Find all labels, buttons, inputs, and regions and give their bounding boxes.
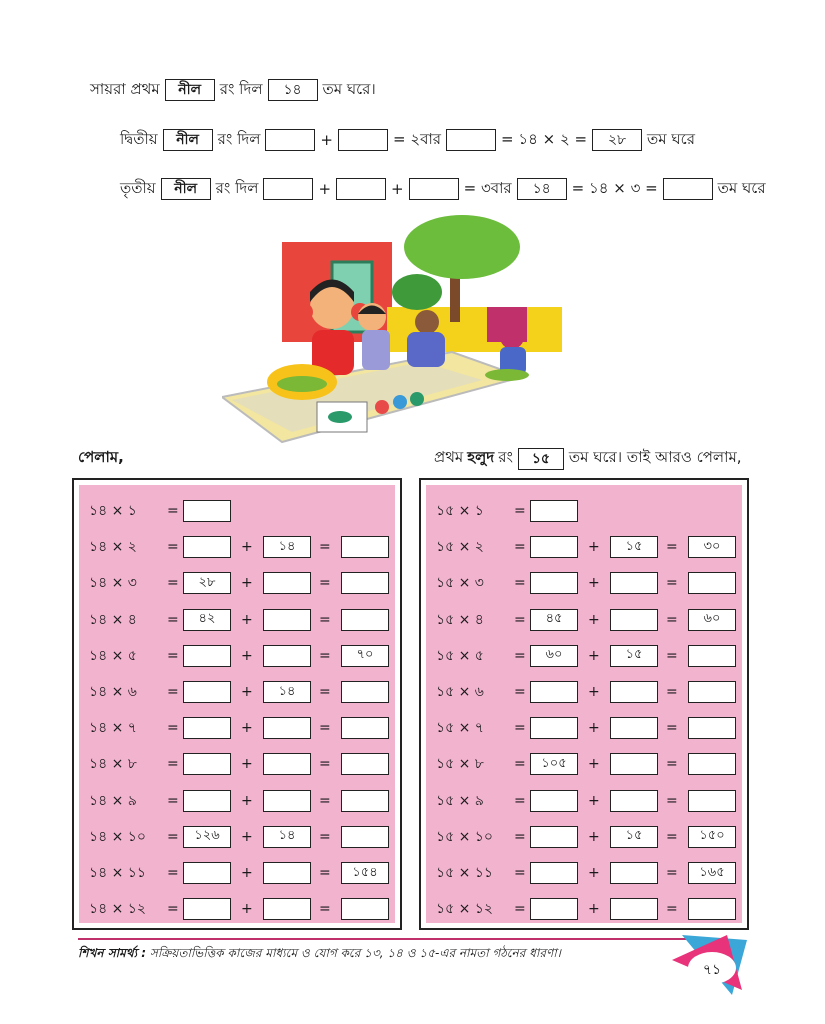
table15-row-plus: + xyxy=(588,720,600,737)
table14-row-plus: + xyxy=(241,611,253,628)
table14-row-equals-2: = xyxy=(319,901,331,918)
table14-row-equals-2: = xyxy=(319,611,331,628)
table15-row-expression: ১৫ × ১২ xyxy=(436,901,493,918)
table14-cell-1[interactable] xyxy=(183,536,231,558)
table14-row-expression: ১৪ × ১০ xyxy=(89,828,146,845)
table15-row-equals-2: = xyxy=(666,647,678,664)
table15-row-equals: = xyxy=(514,792,526,809)
table14-cell-1: ৪২ xyxy=(183,609,231,631)
table15-cell-2[interactable] xyxy=(610,572,658,594)
line-3 xyxy=(118,174,768,204)
table15-cell-1[interactable] xyxy=(530,898,578,920)
table14-cell-3: ৭০ xyxy=(341,645,389,667)
table15-row-plus: + xyxy=(588,684,600,700)
table14-row-equals: = xyxy=(167,792,179,809)
table14-cell-3: ১৫৪ xyxy=(341,862,389,884)
table15-row-expression: ১৫ × ৬ xyxy=(436,684,484,700)
right-label-text-b: রং xyxy=(498,448,513,466)
line2-blank-3[interactable] xyxy=(446,129,496,151)
table15-row xyxy=(426,895,742,923)
line1-value-box: ১৪ xyxy=(268,79,318,101)
table15-row-equals: = xyxy=(514,756,526,773)
line3-text-b: রং দিল xyxy=(215,178,259,197)
table14-row xyxy=(79,642,395,670)
table15-cell-1: ৬০ xyxy=(530,645,578,667)
table15-row-equals: = xyxy=(514,611,526,628)
table15-row xyxy=(426,750,742,778)
table14-cell-1: ২৮ xyxy=(183,572,231,594)
table14-cell-2[interactable] xyxy=(263,645,311,667)
table15-row-equals: = xyxy=(514,575,526,592)
table14-row xyxy=(79,569,395,597)
table15-cell-1[interactable] xyxy=(530,536,578,558)
right-label xyxy=(432,446,744,471)
table14-row-expression: ১৪ × ২ xyxy=(89,539,137,556)
table14-row-expression: ১৪ × ৮ xyxy=(89,756,137,773)
table15-row xyxy=(426,606,742,634)
table15-cell-2[interactable] xyxy=(610,753,658,775)
table15-row-equals-2: = xyxy=(666,539,678,556)
table15-row-plus: + xyxy=(588,647,600,664)
table15-cell-3: ১৫০ xyxy=(688,826,736,848)
table14-row-expression: ১৪ × ৬ xyxy=(89,684,137,700)
table14-cell-3[interactable] xyxy=(341,681,389,703)
table15-row-plus: + xyxy=(588,611,600,628)
line3-text-c: তম ঘরে xyxy=(717,178,766,197)
table14-cell-1[interactable] xyxy=(183,862,231,884)
line2-blank-1[interactable] xyxy=(265,129,315,151)
table15-row-equals: = xyxy=(514,901,526,918)
table15-cell-1[interactable] xyxy=(530,572,578,594)
table14-cell-2: ১৪ xyxy=(263,681,311,703)
line-1 xyxy=(88,75,378,105)
table14-cell-2[interactable] xyxy=(263,753,311,775)
table15-cell-2: ১৫ xyxy=(610,826,658,848)
table15-cell-1[interactable] xyxy=(530,717,578,739)
table14-row-equals-2: = xyxy=(319,575,331,592)
table14-row-expression: ১৪ × ৭ xyxy=(89,720,137,737)
table14-row-plus: + xyxy=(241,792,253,809)
table14-row-equals-2: = xyxy=(319,720,331,737)
table15-row xyxy=(426,642,742,670)
table14-row-equals: = xyxy=(167,756,179,773)
line2-text-a: দ্বিতীয় xyxy=(120,129,158,148)
table15-cell-3[interactable] xyxy=(688,753,736,775)
table14-row xyxy=(79,895,395,923)
line3-blank-1[interactable] xyxy=(263,178,313,200)
table15-row-expression: ১৫ × ২ xyxy=(436,539,484,556)
right-label-yellow: হলুদ xyxy=(467,448,495,466)
table14-row xyxy=(79,606,395,634)
table15-cell-1[interactable] xyxy=(530,500,578,522)
table15-row-equals: = xyxy=(514,720,526,737)
table14-row-equals-2: = xyxy=(319,828,331,845)
table15-cell-1: ১০৫ xyxy=(530,753,578,775)
right-label-text-a: প্রথম xyxy=(434,448,464,466)
table15-cell-2[interactable] xyxy=(610,862,658,884)
table15-cell-3: ৩০ xyxy=(688,536,736,558)
table14-row-equals: = xyxy=(167,575,179,592)
table-15 xyxy=(426,485,742,923)
table14-cell-2[interactable] xyxy=(263,717,311,739)
table15-cell-1[interactable] xyxy=(530,826,578,848)
table14-row-expression: ১৪ × ১২ xyxy=(89,901,146,918)
table15-row xyxy=(426,533,742,561)
line3-text-a: তৃতীয় xyxy=(120,178,156,197)
table15-row-expression: ১৫ × ১০ xyxy=(436,828,493,845)
table14-row xyxy=(79,533,395,561)
table14-cell-1[interactable] xyxy=(183,717,231,739)
table15-row-equals: = xyxy=(514,828,526,845)
table15-row-expression: ১৫ × ৭ xyxy=(436,720,484,737)
table14-cell-1[interactable] xyxy=(183,898,231,920)
table14-row-equals-2: = xyxy=(319,647,331,664)
table15-cell-3[interactable] xyxy=(688,898,736,920)
table14-row-expression: ১৪ × ৩ xyxy=(89,575,137,592)
table14-row-equals: = xyxy=(167,684,179,700)
line3-value-box: ১৪ xyxy=(517,178,567,200)
table14-row-equals-2: = xyxy=(319,865,331,881)
line1-text-c: তম ঘরে। xyxy=(322,79,376,98)
table15-row-expression: ১৫ × ৮ xyxy=(436,756,484,773)
table14-row-expression: ১৪ × ৫ xyxy=(89,647,137,664)
table14-cell-1[interactable] xyxy=(183,790,231,812)
table15-cell-2: ১৫ xyxy=(610,645,658,667)
table14-row xyxy=(79,714,395,742)
page-number-badge xyxy=(672,930,752,1000)
table15-row-expression: ১৫ × ৩ xyxy=(436,575,484,592)
table14-row-equals: = xyxy=(167,901,179,918)
table14-cell-3[interactable] xyxy=(341,536,389,558)
table15-row-equals: = xyxy=(514,684,526,700)
right-label-text-c: তম ঘরে। তাই আরও পেলাম, xyxy=(568,448,742,466)
table14-row-equals: = xyxy=(167,865,179,881)
table14-row-equals-2: = xyxy=(319,756,331,773)
table15-row-equals-2: = xyxy=(666,684,678,700)
table14-cell-3[interactable] xyxy=(341,790,389,812)
table14-row-plus: + xyxy=(241,828,253,845)
table14-cell-2: ১৪ xyxy=(263,826,311,848)
table14-row xyxy=(79,750,395,778)
line3-color-box: নীল xyxy=(161,178,211,200)
table15-cell-3[interactable] xyxy=(688,717,736,739)
table15-cell-2[interactable] xyxy=(610,790,658,812)
table14-cell-1: ১২৬ xyxy=(183,826,231,848)
table15-cell-2[interactable] xyxy=(610,681,658,703)
table14-row-plus: + xyxy=(241,720,253,737)
table15-row-plus: + xyxy=(588,756,600,773)
table15-row xyxy=(426,714,742,742)
table15-row xyxy=(426,569,742,597)
table14-row-plus: + xyxy=(241,575,253,592)
table15-row-equals: = xyxy=(514,647,526,664)
table14-row-equals-2: = xyxy=(319,539,331,556)
table14-row-expression: ১৪ × ১ xyxy=(89,503,137,519)
line2-color-box: নীল xyxy=(163,129,213,151)
table14-cell-3[interactable] xyxy=(341,609,389,631)
table15-row-equals: = xyxy=(514,503,526,519)
table15-cell-1[interactable] xyxy=(530,681,578,703)
table15-cell-3[interactable] xyxy=(688,572,736,594)
table14-row xyxy=(79,823,395,851)
table14-row-expression: ১৪ × ৪ xyxy=(89,611,137,628)
table15-row-expression: ১৫ × ৪ xyxy=(436,611,484,628)
line3-plus-2: + xyxy=(391,180,404,198)
table14-cell-1[interactable] xyxy=(183,681,231,703)
table14-row xyxy=(79,787,395,815)
table14-row-equals: = xyxy=(167,539,179,556)
page-number: ৭১ xyxy=(702,962,722,978)
table15-cell-3[interactable] xyxy=(688,790,736,812)
table15-row-equals-2: = xyxy=(666,828,678,845)
line1-text-b: রং দিল xyxy=(219,79,263,98)
line3-eq-times: = ৩বার xyxy=(463,178,512,197)
table15-cell-3: ১৬৫ xyxy=(688,862,736,884)
table15-cell-2[interactable] xyxy=(610,717,658,739)
table14-cell-3[interactable] xyxy=(341,753,389,775)
line2-text-c: তম ঘরে xyxy=(647,129,695,148)
table15-row xyxy=(426,787,742,815)
table14-row-equals: = xyxy=(167,647,179,664)
line3-blank-result[interactable] xyxy=(663,178,713,200)
footer-body: সক্রিয়তাভিত্তিক কাজের মাধ্যমে ও যোগ করে ১৩, ১৪ ও ১৫-এর নামতা গঠনের ধারণা। xyxy=(149,946,561,960)
table-14-panel xyxy=(72,478,402,930)
line3-plus-1: + xyxy=(318,180,332,198)
table15-row-equals-2: = xyxy=(666,901,678,918)
table14-row-expression: ১৪ × ১১ xyxy=(89,865,146,881)
table15-cell-2[interactable] xyxy=(610,898,658,920)
table15-row-equals-2: = xyxy=(666,756,678,773)
table15-cell-1[interactable] xyxy=(530,862,578,884)
table14-cell-2[interactable] xyxy=(263,572,311,594)
table14-row-equals: = xyxy=(167,611,179,628)
table15-row-plus: + xyxy=(588,539,600,556)
table15-row-plus: + xyxy=(588,901,600,918)
table14-cell-2[interactable] xyxy=(263,790,311,812)
line2-blank-2[interactable] xyxy=(338,129,388,151)
line2-result-box: ২৮ xyxy=(592,129,642,151)
table14-row-equals-2: = xyxy=(319,792,331,809)
line1-color-box: নীল xyxy=(165,79,215,101)
line2-text-b: রং দিল xyxy=(217,129,261,148)
table15-row-equals-2: = xyxy=(666,575,678,592)
table15-row-equals-2: = xyxy=(666,865,678,881)
table14-row-expression: ১৪ × ৯ xyxy=(89,792,137,809)
table14-cell-3[interactable] xyxy=(341,898,389,920)
table14-row-equals: = xyxy=(167,828,179,845)
table15-row-expression: ১৫ × ৫ xyxy=(436,647,484,664)
table15-row-equals-2: = xyxy=(666,792,678,809)
table14-row-plus: + xyxy=(241,901,253,918)
line3-blank-3[interactable] xyxy=(409,178,459,200)
line2-eq-expr: = ১৪ × ২ = xyxy=(501,129,588,148)
table15-cell-1: ৪৫ xyxy=(530,609,578,631)
table15-row-expression: ১৫ × ৯ xyxy=(436,792,484,809)
table14-cell-2[interactable] xyxy=(263,609,311,631)
table-15-panel xyxy=(419,478,749,930)
footer-note xyxy=(78,945,561,965)
table14-cell-2: ১৪ xyxy=(263,536,311,558)
table14-row-plus: + xyxy=(241,865,253,881)
table14-row xyxy=(79,859,395,887)
table15-row-plus: + xyxy=(588,865,600,881)
footer-label: শিখন সামর্থ্য : xyxy=(78,946,147,960)
table14-row-plus: + xyxy=(241,756,253,773)
table14-cell-1[interactable] xyxy=(183,500,231,522)
table15-row-plus: + xyxy=(588,828,600,845)
line3-eq-expr: = ১৪ × ৩ = xyxy=(571,178,658,197)
table14-row xyxy=(79,678,395,706)
footer-divider xyxy=(78,938,688,940)
line1-text-a: সায়রা প্রথম xyxy=(90,79,160,98)
table14-cell-3[interactable] xyxy=(341,572,389,594)
table14-row-equals-2: = xyxy=(319,684,331,700)
table15-cell-2[interactable] xyxy=(610,609,658,631)
table14-cell-3[interactable] xyxy=(341,826,389,848)
table15-row-equals-2: = xyxy=(666,720,678,737)
table14-row-plus: + xyxy=(241,539,253,556)
table14-cell-3[interactable] xyxy=(341,717,389,739)
table14-row-equals: = xyxy=(167,720,179,737)
table15-row xyxy=(426,859,742,887)
table15-row xyxy=(426,823,742,851)
table14-cell-1[interactable] xyxy=(183,645,231,667)
line2-plus: + xyxy=(320,131,333,149)
line-2 xyxy=(118,125,697,155)
table15-cell-1[interactable] xyxy=(530,790,578,812)
table14-row xyxy=(79,497,395,525)
table15-cell-3[interactable] xyxy=(688,681,736,703)
line2-eq-times: = ২বার xyxy=(393,129,442,148)
table15-row-plus: + xyxy=(588,575,600,592)
table14-cell-1[interactable] xyxy=(183,753,231,775)
table15-row-plus: + xyxy=(588,792,600,809)
table15-row xyxy=(426,497,742,525)
table-14 xyxy=(79,485,395,923)
table14-row-plus: + xyxy=(241,684,253,700)
children-painting-illustration xyxy=(222,212,562,452)
table15-cell-3[interactable] xyxy=(688,645,736,667)
table15-cell-3: ৬০ xyxy=(688,609,736,631)
table15-row-equals: = xyxy=(514,539,526,556)
table14-cell-2[interactable] xyxy=(263,898,311,920)
table15-row xyxy=(426,678,742,706)
table15-cell-2: ১৫ xyxy=(610,536,658,558)
table15-row-equals-2: = xyxy=(666,611,678,628)
table14-row-plus: + xyxy=(241,647,253,664)
table14-row-equals: = xyxy=(167,503,179,519)
table15-row-equals: = xyxy=(514,865,526,881)
right-label-value-box: ১৫ xyxy=(518,448,564,470)
table14-cell-2[interactable] xyxy=(263,862,311,884)
line3-blank-2[interactable] xyxy=(336,178,386,200)
pelam-label: পেলাম, xyxy=(78,448,124,466)
table15-row-expression: ১৫ × ১১ xyxy=(436,865,493,881)
table15-row-expression: ১৫ × ১ xyxy=(436,503,484,519)
